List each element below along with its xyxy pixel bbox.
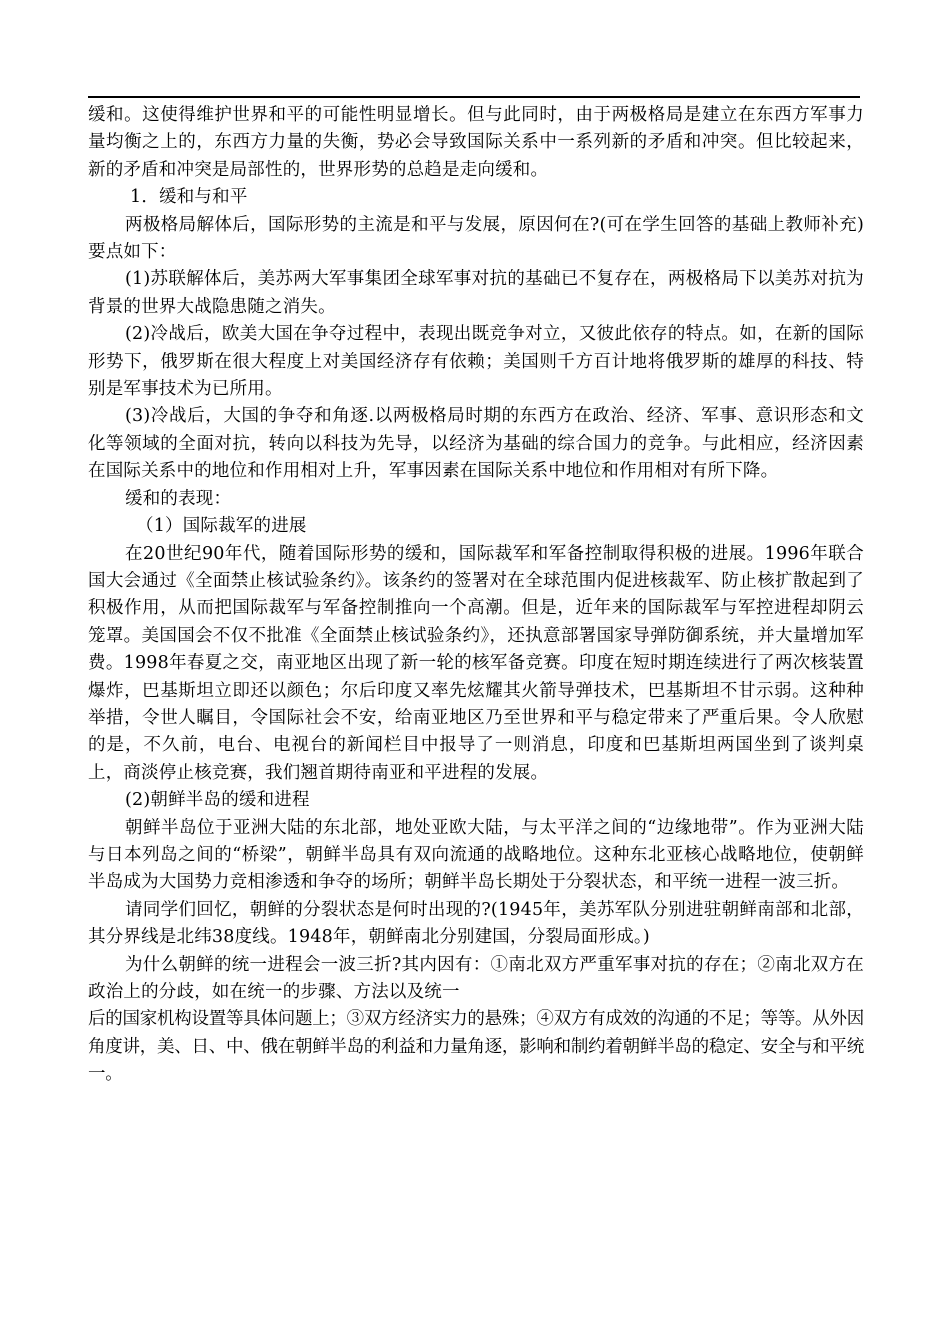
header-rule [88,96,860,98]
paragraph-point-3: (3)冷战后，大国的争夺和角逐.以两极格局时期的东西方在政治、经济、军事、意识形态和文化等领域的全面对抗，转向以科技为先导，以经济为基础的综合国力的竞争。与此相应，经济因素在国际关系中的地位和作用相对上升，军事因素在国际关系中地位和作用相对有所下降。 [88,406,864,482]
paragraph-point-2: (2)冷战后，欧美大国在争夺过程中，表现出既竞争对立，又彼此依存的特点。如，在新的国际形势下，俄罗斯在很大程度上对美国经济存有依赖；美国则千方百计地将俄罗斯的雄厚的科技、特别是军事技术为已所用。 [88,324,864,400]
paragraph-disarmament: 在20世纪90年代，随着国际形势的缓和，国际裁军和军备控制取得积极的进展。1996年联合国大会通过《全面禁止核试验条约》。该条约的签署对在全球范围内促进核裁军、防止核扩散起到了积极作用，从而把国际裁军与军备控制推向一个高潮。但是，近年来的国际裁军与军控进程却阴云笼罩。美国国会不仅不批准《全面禁止核试验条约》，还执意部署国家导弹防御系统，并大量增加军费。1998年春夏之交，南亚地区出现了新一轮的核军备竞赛。印度在短时期连续进行了两次核装置爆炸，巴基斯坦立即还以颜色；尔后印度又率先炫耀其火箭导弹技术，巴基斯坦不甘示弱。这种种举措，令世人瞩目，令国际社会不安，给南亚地区乃至世界和平与稳定带来了严重后果。令人欣慰的是，不久前，电台、电视台的新闻栏目中报导了一则消息，印度和巴基斯坦两国坐到了谈判桌上，商淡停止核竞赛，我们翘首期待南亚和平进程的发展。 [88,543,864,783]
paragraph-detente-signs: 缓和的表现： [125,488,232,509]
subheading-disarmament: （1）国际裁军的进展 [136,516,307,537]
paragraph-korea-reasons: 为什么朝鲜的统一进程会一波三折?其内因有：①南北双方严重军事对抗的存在；②南北双方在政治上的分歧，如在统一的步骤、方法以及统一 [88,954,864,1002]
paragraph-continuation: 缓和。这使得维护世界和平的可能性明显增长。但与此同时，由于两极格局是建立在东西方军事力量均衡之上的，东西方力量的失衡，势必会导致国际关系中一系列新的矛盾和冲突。但比较起来，新的矛盾和冲突是局部性的，世界形势的总趋是走向缓和。 [88,105,864,180]
subheading-korea: (2)朝鲜半岛的缓和进程 [125,790,310,811]
paragraph-point-1: (1)苏联解体后，美苏两大军事集团全球军事对抗的基础已不复存在，两极格局下以美苏对抗为背景的世界大战隐患随之消失。 [88,269,864,317]
paragraph-korea-question: 请同学们回忆，朝鲜的分裂状态是何时出现的?(1945年，美苏军队分别进驻朝鲜南部和北部，其分界线是北纬38度线。1948年，朝鲜南北分别建国，分裂局面形成。) [88,899,864,948]
paragraph-question: 两极格局解体后，国际形势的主流是和平与发展，原因何在?(可在学生回答的基础上教师补充)要点如下： [88,214,864,263]
section-heading-detente-peace: 1．缓和与和平 [130,187,248,208]
paragraph-korea-geography: 朝鲜半岛位于亚洲大陆的东北部，地处亚欧大陆，与太平洋之间的“边缘地带”。作为亚洲大陆与日本列岛之间的“桥梁”，朝鲜半岛具有双向流通的战略地位。这种东北亚核心战略地位，使朝鲜半岛成为大国势力竞相渗透和争夺的场所；朝鲜半岛长期处于分裂状态，和平统一进程一波三折。 [88,817,864,893]
paragraph-korea-reasons-cont: 后的国家机构设置等具体问题上；③双方经济实力的悬殊；④双方有成效的沟通的不足；等等。从外因角度讲，美、日、中、俄在朝鲜半岛的利益和力量角逐，影响和制约着朝鲜半岛的稳定、安全与和平统一。 [88,1009,864,1085]
document-body [88,102,864,1089]
